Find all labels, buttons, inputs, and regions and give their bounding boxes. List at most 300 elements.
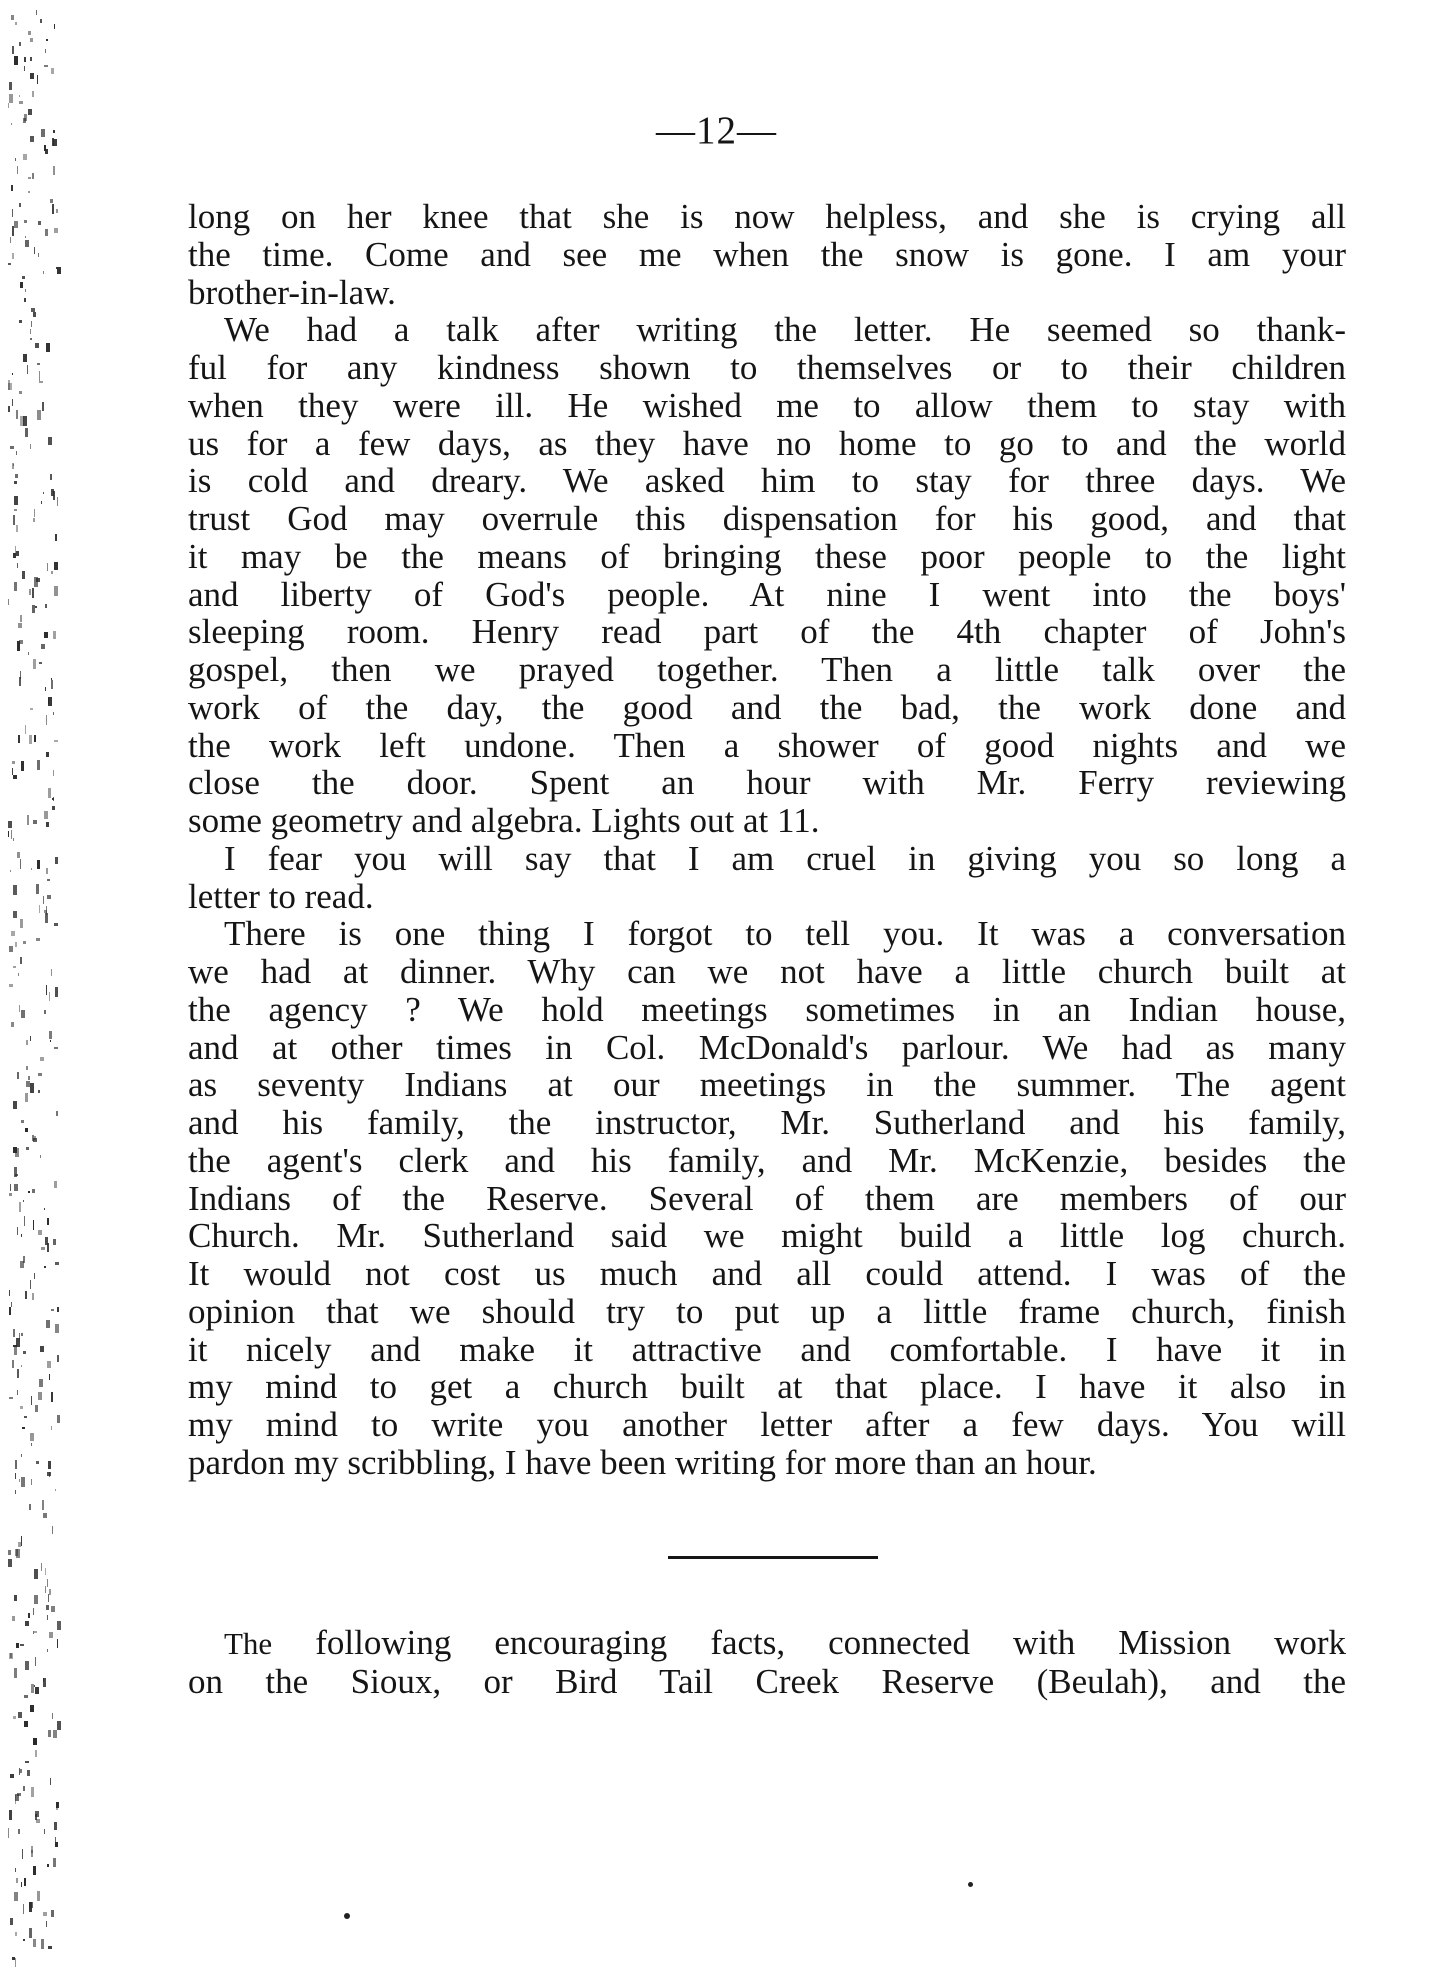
noise-mark bbox=[21, 1454, 22, 1457]
noise-mark bbox=[14, 1595, 17, 1601]
noise-mark bbox=[14, 496, 18, 505]
noise-mark bbox=[11, 15, 14, 20]
noise-mark bbox=[45, 687, 46, 691]
noise-mark bbox=[27, 365, 28, 374]
noise-mark bbox=[53, 1858, 56, 1867]
noise-mark bbox=[47, 1243, 49, 1252]
noise-mark bbox=[26, 1147, 29, 1150]
noise-mark bbox=[16, 551, 19, 556]
noise-mark bbox=[11, 1302, 12, 1307]
noise-mark bbox=[30, 1433, 34, 1441]
text-line: Church. Mr. Sutherland said we might build a little log church. bbox=[188, 1216, 1346, 1256]
noise-mark bbox=[34, 735, 36, 742]
noise-mark bbox=[53, 166, 55, 175]
noise-mark bbox=[55, 987, 58, 997]
noise-mark bbox=[41, 644, 45, 649]
noise-mark bbox=[47, 1649, 48, 1652]
noise-mark bbox=[49, 1374, 50, 1380]
noise-mark bbox=[36, 938, 40, 941]
noise-mark bbox=[51, 68, 54, 74]
noise-mark bbox=[24, 1878, 26, 1886]
noise-mark bbox=[35, 606, 37, 608]
noise-mark bbox=[48, 437, 52, 445]
noise-mark bbox=[41, 1247, 45, 1250]
noise-mark bbox=[13, 838, 14, 841]
noise-mark bbox=[33, 1631, 34, 1634]
noise-mark bbox=[39, 381, 43, 383]
noise-mark bbox=[9, 984, 13, 987]
noise-mark bbox=[14, 1892, 18, 1901]
noise-mark bbox=[44, 1829, 45, 1834]
noise-mark bbox=[21, 1333, 23, 1336]
noise-mark bbox=[34, 1569, 38, 1579]
noise-mark bbox=[17, 166, 18, 174]
noise-mark bbox=[10, 446, 14, 449]
noise-mark bbox=[15, 1174, 18, 1176]
noise-mark bbox=[18, 1542, 21, 1547]
noise-mark bbox=[30, 329, 31, 334]
noise-mark bbox=[12, 1360, 14, 1368]
noise-mark bbox=[10, 1918, 13, 1925]
letter-text bbox=[188, 198, 1346, 1482]
noise-mark bbox=[30, 1705, 34, 1712]
noise-mark bbox=[47, 879, 50, 881]
text-line: on the Sioux, or Bird Tail Creek Reserve (Beulah), and the bbox=[188, 1661, 1346, 1701]
noise-mark bbox=[19, 101, 23, 104]
noise-mark bbox=[53, 491, 55, 500]
line-rest: following encouraging facts, connected with Mission work bbox=[272, 1623, 1346, 1662]
noise-mark bbox=[56, 1111, 58, 1116]
noise-mark bbox=[38, 221, 41, 225]
noise-mark bbox=[49, 992, 50, 1001]
noise-mark bbox=[33, 1220, 34, 1230]
noise-mark bbox=[9, 82, 12, 90]
noise-mark bbox=[35, 1750, 37, 1757]
noise-mark bbox=[31, 1396, 32, 1405]
noise-mark bbox=[29, 1902, 32, 1912]
noise-mark bbox=[50, 1778, 51, 1785]
text-line: some geometry and algebra. Lights out at 11. bbox=[188, 801, 820, 840]
noise-mark bbox=[23, 154, 27, 160]
noise-mark bbox=[9, 1290, 10, 1296]
noise-mark bbox=[46, 822, 49, 827]
noise-mark bbox=[24, 1216, 25, 1226]
noise-mark bbox=[55, 1324, 59, 1333]
noise-mark bbox=[8, 406, 10, 412]
noise-mark bbox=[44, 1266, 46, 1268]
noise-mark bbox=[12, 463, 14, 469]
noise-mark bbox=[34, 1685, 35, 1687]
noise-mark bbox=[13, 885, 17, 895]
noise-mark bbox=[36, 884, 39, 894]
text-line: it may be the means of bringing these poor people to the light bbox=[188, 536, 1346, 576]
noise-mark bbox=[13, 553, 16, 558]
noise-mark bbox=[55, 1489, 56, 1491]
noise-mark bbox=[33, 312, 36, 317]
noise-mark bbox=[31, 1850, 33, 1857]
noise-mark bbox=[44, 910, 47, 913]
noise-mark bbox=[42, 402, 44, 411]
paragraph-2 bbox=[188, 311, 1346, 840]
noise-mark bbox=[14, 582, 17, 591]
noise-mark bbox=[45, 1568, 46, 1575]
noise-mark bbox=[57, 1721, 61, 1730]
text-line: close the door. Spent an hour with Mr. Ferry reviewing bbox=[188, 763, 1346, 803]
noise-mark bbox=[22, 571, 25, 579]
noise-mark bbox=[23, 1939, 25, 1941]
text-line: opinion that we should try to put up a little frame church, finish bbox=[188, 1291, 1346, 1331]
noise-mark bbox=[29, 1504, 31, 1510]
noise-mark bbox=[17, 1227, 18, 1235]
noise-mark bbox=[11, 1022, 14, 1027]
noise-mark bbox=[33, 1738, 37, 1745]
noise-mark bbox=[19, 1202, 21, 1212]
text-line: It would not cost us much and all could attend. I was of the bbox=[188, 1254, 1346, 1293]
noise-mark bbox=[14, 1347, 17, 1355]
noise-mark bbox=[54, 586, 58, 596]
noise-mark bbox=[23, 1351, 26, 1354]
noise-mark bbox=[25, 236, 26, 238]
noise-mark bbox=[30, 1280, 31, 1289]
noise-mark bbox=[53, 631, 56, 639]
noise-mark bbox=[55, 534, 57, 541]
text-line: pardon my scribbling, I have been writing for more than an hour. bbox=[188, 1442, 1097, 1482]
noise-mark bbox=[8, 821, 12, 828]
noise-mark bbox=[42, 1500, 44, 1510]
noise-mark bbox=[15, 474, 18, 478]
noise-mark bbox=[49, 1589, 51, 1595]
noise-mark bbox=[47, 563, 48, 571]
noise-mark bbox=[51, 969, 52, 976]
noise-mark bbox=[37, 760, 40, 770]
noise-mark bbox=[50, 1040, 51, 1042]
noise-mark bbox=[40, 1155, 41, 1158]
noise-mark bbox=[25, 1661, 29, 1670]
noise-mark bbox=[13, 1345, 17, 1347]
noise-mark bbox=[51, 680, 53, 689]
noise-mark bbox=[16, 525, 18, 532]
noise-mark bbox=[37, 363, 40, 365]
text-line: There is one thing I forgot to tell you. It was a conversation bbox=[224, 914, 1346, 954]
noise-mark bbox=[21, 1365, 22, 1367]
noise-mark bbox=[36, 10, 37, 15]
noise-mark bbox=[24, 1695, 28, 1698]
noise-mark bbox=[34, 1595, 38, 1604]
noise-mark bbox=[28, 1191, 30, 1193]
noise-mark bbox=[28, 177, 31, 179]
noise-mark bbox=[19, 203, 21, 207]
noise-mark bbox=[24, 1721, 28, 1727]
noise-mark bbox=[19, 1005, 20, 1012]
noise-mark bbox=[43, 492, 44, 494]
text-line: gospel, then we prayed together. Then a little talk over the bbox=[188, 650, 1346, 689]
noise-mark bbox=[57, 497, 58, 506]
text-line: ful for any kindness shown to themselves or to their children bbox=[188, 348, 1346, 387]
text-line bbox=[188, 1624, 1346, 1663]
noise-mark bbox=[25, 1291, 27, 1299]
noise-mark bbox=[30, 38, 33, 42]
noise-mark bbox=[35, 343, 39, 348]
noise-mark bbox=[15, 776, 16, 778]
noise-mark bbox=[17, 641, 20, 651]
noise-mark bbox=[16, 1643, 19, 1648]
noise-mark bbox=[30, 338, 32, 340]
noise-mark bbox=[15, 1490, 16, 1494]
noise-mark bbox=[51, 1606, 55, 1612]
noise-mark bbox=[12, 1616, 15, 1621]
noise-mark bbox=[24, 298, 26, 302]
noise-mark bbox=[12, 209, 13, 217]
noise-mark bbox=[39, 1379, 43, 1387]
noise-mark bbox=[17, 852, 20, 858]
noise-mark bbox=[53, 770, 54, 776]
noise-mark bbox=[15, 942, 17, 947]
noise-mark bbox=[12, 399, 13, 406]
noise-mark bbox=[33, 1939, 36, 1947]
text-line: and liberty of God's people. At nine I went into the boys' bbox=[188, 574, 1346, 614]
noise-mark bbox=[57, 1415, 60, 1423]
noise-mark bbox=[52, 1713, 53, 1719]
text-line: we had at dinner. Why can we not have a little church built at bbox=[188, 952, 1346, 991]
text-line: us for a few days, as they have no home to go to and the world bbox=[188, 423, 1346, 463]
noise-mark bbox=[15, 1868, 16, 1872]
noise-mark bbox=[52, 1526, 53, 1534]
noise-mark bbox=[39, 662, 42, 664]
noise-mark bbox=[20, 1406, 23, 1409]
noise-mark bbox=[37, 1891, 40, 1901]
noise-mark bbox=[18, 973, 19, 976]
paragraph-3 bbox=[188, 840, 1346, 916]
noise-mark bbox=[8, 263, 11, 265]
noise-mark bbox=[57, 1307, 59, 1312]
noise-mark bbox=[13, 911, 17, 918]
noise-mark bbox=[21, 1477, 25, 1487]
noise-mark bbox=[22, 1849, 23, 1859]
noise-mark bbox=[53, 1239, 56, 1245]
noise-mark bbox=[37, 75, 38, 84]
noise-mark bbox=[28, 1076, 30, 1080]
noise-mark bbox=[13, 515, 15, 525]
noise-mark bbox=[23, 354, 27, 362]
noise-mark bbox=[43, 1678, 44, 1682]
text-line: long on her knee that she is now helpless, and she is crying all bbox=[188, 197, 1346, 236]
noise-mark bbox=[30, 73, 34, 79]
text-line: and at other times in Col. McDonald's parlour. We had as many bbox=[188, 1027, 1346, 1067]
noise-mark bbox=[8, 599, 9, 605]
noise-mark bbox=[26, 1081, 30, 1087]
noise-mark bbox=[21, 761, 24, 771]
noise-mark bbox=[33, 1608, 34, 1615]
noise-mark bbox=[12, 1957, 15, 1960]
noise-mark bbox=[15, 1473, 16, 1479]
noise-mark bbox=[12, 46, 14, 54]
noise-mark bbox=[49, 1031, 52, 1039]
noise-mark bbox=[48, 1594, 49, 1602]
noise-mark bbox=[54, 1822, 57, 1830]
noise-mark bbox=[17, 1072, 19, 1079]
text-line: the work left undone. Then a shower of good nights and we bbox=[188, 725, 1346, 765]
noise-mark bbox=[38, 1073, 42, 1076]
noise-mark bbox=[11, 185, 13, 191]
noise-mark bbox=[39, 371, 40, 381]
noise-mark bbox=[19, 677, 21, 686]
noise-mark bbox=[52, 806, 55, 810]
noise-mark bbox=[55, 857, 58, 864]
text-line: Indians of the Reserve. Several of them are members of our bbox=[188, 1178, 1346, 1218]
noise-mark bbox=[14, 56, 18, 65]
noise-mark bbox=[45, 229, 48, 236]
paragraph-4 bbox=[188, 915, 1346, 1481]
noise-mark bbox=[20, 615, 22, 622]
noise-mark bbox=[44, 811, 48, 819]
noise-mark bbox=[28, 1613, 30, 1618]
noise-mark bbox=[50, 199, 53, 203]
text-line: the agent's clerk and his family, and Mr. McKenzie, besides the bbox=[188, 1140, 1346, 1180]
noise-mark bbox=[12, 253, 14, 259]
text-line: when they were ill. He wished me to allow them to stay with bbox=[188, 385, 1346, 425]
noise-mark bbox=[46, 752, 49, 757]
noise-mark bbox=[55, 1837, 56, 1845]
noise-mark bbox=[25, 725, 26, 734]
noise-mark bbox=[12, 761, 15, 764]
noise-mark bbox=[34, 577, 38, 587]
noise-mark bbox=[26, 1040, 28, 1045]
noise-mark bbox=[8, 831, 9, 837]
noise-mark bbox=[29, 735, 32, 744]
noise-mark bbox=[15, 1148, 19, 1157]
text-line: as seventy Indians at our meetings in the summer. The agent bbox=[188, 1065, 1346, 1105]
noise-mark bbox=[19, 1479, 20, 1482]
noise-mark bbox=[10, 870, 11, 872]
noise-mark bbox=[10, 1184, 11, 1191]
noise-mark bbox=[20, 1769, 22, 1773]
noise-mark bbox=[30, 708, 33, 710]
noise-mark bbox=[9, 94, 13, 103]
noise-mark bbox=[47, 1579, 48, 1587]
noise-mark bbox=[15, 158, 16, 161]
noise-mark bbox=[56, 267, 57, 269]
noise-mark bbox=[51, 678, 52, 680]
noise-mark bbox=[54, 228, 58, 233]
noise-mark bbox=[38, 1392, 42, 1400]
noise-mark bbox=[20, 1644, 24, 1646]
noise-mark bbox=[19, 1333, 20, 1340]
noise-mark bbox=[10, 1774, 14, 1778]
noise-mark bbox=[9, 1193, 12, 1196]
noise-mark bbox=[16, 451, 17, 455]
noise-mark bbox=[41, 1563, 42, 1571]
noise-mark bbox=[54, 923, 58, 926]
noise-mark bbox=[12, 226, 14, 236]
noise-mark bbox=[41, 1939, 44, 1949]
lead-word: The bbox=[224, 1626, 273, 1661]
noise-mark bbox=[21, 1882, 22, 1887]
noise-mark bbox=[19, 1768, 20, 1775]
noise-mark bbox=[8, 1828, 9, 1838]
noise-mark bbox=[45, 49, 46, 53]
noise-mark bbox=[32, 605, 35, 613]
text-line: letter to read. bbox=[188, 876, 374, 916]
noise-mark bbox=[15, 1549, 18, 1556]
noise-mark bbox=[57, 267, 61, 274]
noise-mark bbox=[23, 416, 27, 426]
text-line: brother-in-law. bbox=[188, 272, 396, 312]
noise-mark bbox=[33, 1866, 36, 1875]
noise-mark bbox=[29, 1928, 32, 1938]
text-line: I fear you will say that I am cruel in giving you so long a bbox=[224, 838, 1346, 878]
noise-mark bbox=[51, 571, 53, 574]
text-line: We had a talk after writing the letter. He seemed so thank- bbox=[224, 310, 1346, 350]
text-line: the time. Come and see me when the snow is gone. I am your bbox=[188, 234, 1346, 274]
noise-mark bbox=[18, 1829, 20, 1834]
noise-mark bbox=[51, 1426, 52, 1430]
text-line: it nicely and make it attractive and comfortable. I have it in bbox=[188, 1329, 1346, 1369]
noise-mark bbox=[31, 1443, 32, 1446]
noise-mark bbox=[19, 42, 21, 46]
noise-mark bbox=[25, 1128, 28, 1132]
noise-mark bbox=[31, 321, 32, 327]
noise-mark bbox=[39, 905, 40, 913]
noise-mark bbox=[37, 410, 41, 420]
noise-mark bbox=[17, 1369, 19, 1378]
noise-mark bbox=[46, 39, 48, 41]
noise-mark bbox=[54, 562, 58, 570]
noise-mark bbox=[55, 1262, 59, 1265]
noise-mark bbox=[25, 289, 26, 292]
noise-mark bbox=[29, 589, 31, 595]
scan-speck bbox=[344, 1913, 350, 1919]
noise-mark bbox=[57, 1639, 58, 1648]
noise-mark bbox=[33, 820, 37, 824]
noise-mark bbox=[16, 410, 18, 419]
noise-mark bbox=[28, 191, 30, 193]
noise-mark bbox=[52, 204, 54, 214]
noise-mark bbox=[19, 320, 22, 323]
noise-mark bbox=[46, 343, 50, 352]
noise-mark bbox=[28, 31, 31, 35]
noise-mark bbox=[43, 1912, 47, 1916]
noise-mark bbox=[19, 95, 20, 97]
noise-mark bbox=[23, 1904, 24, 1914]
noise-mark bbox=[20, 282, 23, 288]
noise-mark bbox=[20, 919, 23, 928]
noise-mark bbox=[13, 1716, 16, 1719]
text-line: work of the day, the good and the bad, the work done and bbox=[188, 687, 1346, 727]
noise-mark bbox=[48, 698, 49, 704]
noise-mark bbox=[15, 22, 17, 25]
noise-mark bbox=[51, 1392, 53, 1402]
noise-mark bbox=[46, 1320, 50, 1328]
noise-mark bbox=[14, 1184, 18, 1191]
noise-mark bbox=[32, 91, 34, 97]
noise-mark bbox=[24, 220, 27, 223]
noise-mark bbox=[35, 1405, 38, 1412]
noise-mark bbox=[8, 1550, 11, 1555]
noise-mark bbox=[37, 860, 40, 869]
text-line: and his family, the instructor, Mr. Sutherland and his family, bbox=[188, 1103, 1346, 1142]
noise-mark bbox=[41, 501, 42, 504]
noise-mark bbox=[8, 380, 10, 390]
noise-mark bbox=[15, 1460, 17, 1469]
text-line: is cold and dreary. We asked him to stay for three days. We bbox=[188, 461, 1346, 501]
noise-mark bbox=[26, 1066, 28, 1070]
noise-mark bbox=[40, 1346, 44, 1352]
noise-mark bbox=[12, 373, 13, 375]
noise-mark bbox=[48, 1730, 51, 1737]
noise-mark bbox=[44, 1208, 45, 1210]
noise-mark bbox=[24, 66, 25, 71]
noise-mark bbox=[54, 740, 58, 742]
